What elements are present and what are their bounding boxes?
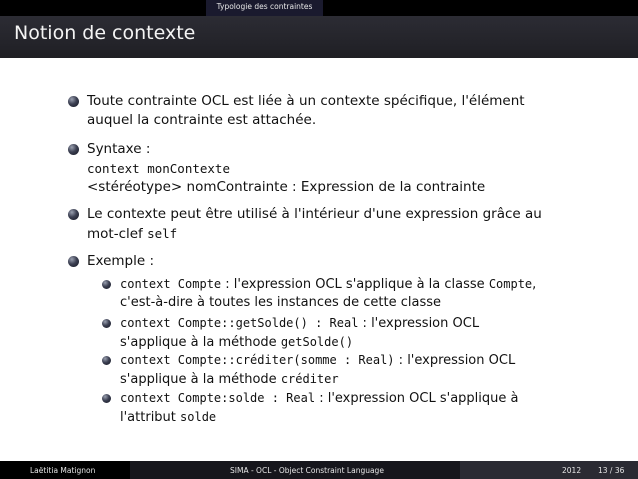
example-line <box>120 389 518 408</box>
example-text: s'applique à la méthode <box>120 372 281 387</box>
footer-title-box <box>130 461 460 479</box>
example-code: créditer <box>280 372 339 386</box>
example-text: l'attribut <box>120 410 181 425</box>
example-line <box>120 351 515 370</box>
example-text: : l'expression OCL <box>394 353 516 368</box>
keyword-prefix: mot-clef <box>87 226 148 242</box>
example-code: solde <box>180 410 217 424</box>
bullet-icon <box>68 96 79 107</box>
self-keyword: self <box>147 226 178 241</box>
example-code: getSolde() <box>280 335 354 349</box>
item-text-line: Toute contrainte OCL est liée à un contexte spécifique, l'élément <box>87 93 525 109</box>
footer-date-box <box>460 461 638 479</box>
example-code: context Compte <box>120 277 222 291</box>
example-line <box>120 333 353 352</box>
example-code: Compte <box>488 277 533 291</box>
example-line <box>120 275 536 294</box>
footer-page-number: 13 / 36 <box>598 466 625 475</box>
example-text: : l'expression OCL <box>358 316 480 331</box>
syntax-label: Syntaxe : <box>87 141 151 157</box>
bullet-icon <box>68 144 79 155</box>
footer-author: Laëtitia Matignon <box>30 466 96 475</box>
example-code: context Compte:solde : Real <box>120 391 316 405</box>
example-line <box>120 370 339 389</box>
item-text-line: Le contexte peut être utilisé à l'intérieur d'une expression grâce au <box>87 206 542 222</box>
bullet-icon <box>68 256 79 267</box>
footer-year: 2012 <box>562 466 582 475</box>
syntax-code: context monContexte <box>87 161 230 176</box>
item-text-line <box>87 224 177 244</box>
example-code: context Compte::getSolde() : Real <box>120 316 359 330</box>
syntax-expression <box>87 178 485 197</box>
footer-author-box <box>0 461 130 479</box>
example-line: c'est-à-dire à toutes les instances de cette classe <box>120 295 441 310</box>
syntax-stereotype: <stéréotype> <box>87 179 183 195</box>
example-line <box>120 408 216 427</box>
frame-title: Notion de contexte <box>14 22 196 44</box>
bullet-icon <box>102 280 111 289</box>
bullet-icon <box>102 394 111 403</box>
footer-course: SIMA - OCL - Object Constraint Language <box>230 466 384 475</box>
example-label: Exemple : <box>87 253 155 269</box>
example-text: , <box>532 277 537 292</box>
section-nav-label[interactable]: Typologie des contraintes <box>216 2 313 11</box>
bullet-icon <box>68 209 79 220</box>
bullet-icon <box>102 319 111 328</box>
footer-bar <box>0 461 638 479</box>
item-text-line: auquel la contrainte est attachée. <box>87 112 317 128</box>
example-text: s'applique à la méthode <box>120 335 281 350</box>
example-line <box>120 314 479 333</box>
example-code: context Compte::créditer(somme : Real) <box>120 353 395 367</box>
example-text: : l'expression OCL s'applique à la classe <box>221 277 489 292</box>
syntax-rest: nomContrainte : Expression de la contrainte <box>182 179 486 195</box>
example-text: : l'expression OCL s'applique à <box>315 391 519 406</box>
bullet-icon <box>102 356 111 365</box>
